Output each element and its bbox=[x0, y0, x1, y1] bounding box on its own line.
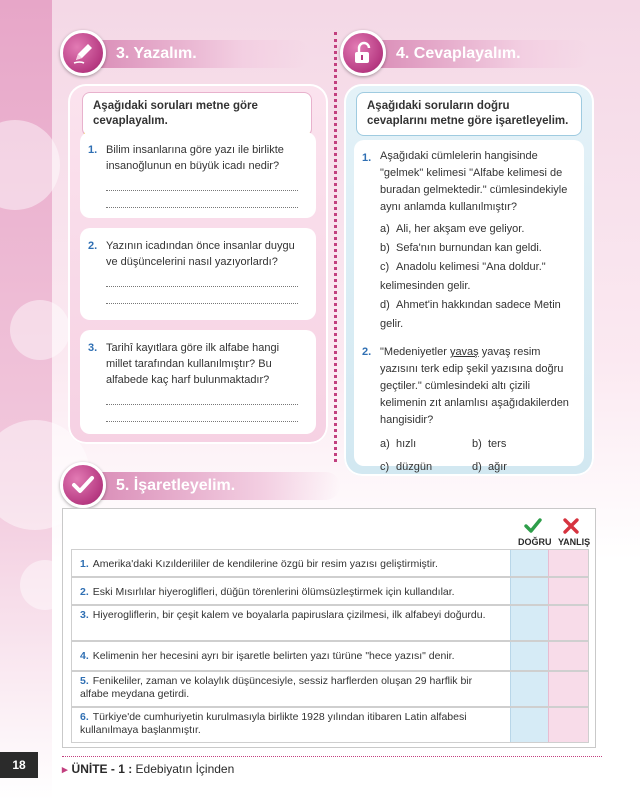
underlined-word: yavaş bbox=[449, 346, 479, 358]
checkmark-icon bbox=[60, 462, 106, 508]
option-d[interactable]: d) Ahmet'in hakkından sadece Metin gelir. bbox=[380, 299, 561, 330]
option-b[interactable]: b) Sefa'nın burnundan kan geldi. bbox=[380, 242, 542, 254]
table-row: 1. Amerika'daki Kızılderililer de kendilerine özgü bir resim yazısı geliştirmiştir. bbox=[71, 549, 589, 577]
question-text: Tarihî kayıtlara göre ilk alfabe hangi millet tarafından kullanılmıştır? Bu alfabede kaç harf bulunmaktadır? bbox=[106, 342, 280, 386]
question-number: 2. bbox=[88, 240, 98, 252]
answer-line[interactable] bbox=[106, 207, 298, 208]
true-false-table bbox=[62, 508, 596, 748]
question-text: Yazının icadından önce insanlar duygu ve düşüncelerini nasıl yazıyorlardı? bbox=[106, 240, 295, 268]
question-card-4 bbox=[354, 140, 584, 473]
page-number: 18 bbox=[0, 752, 38, 778]
answer-line[interactable] bbox=[106, 190, 298, 191]
table-row: 5. Fenikeliler, zaman ve kolaylık düşüncesiyle, sessiz harflerden oluşan 29 harflik bir alfabe meydana getirdi. bbox=[71, 671, 589, 707]
option-b[interactable]: b) ters bbox=[472, 438, 507, 450]
true-checkbox-cell[interactable] bbox=[510, 642, 548, 670]
true-checkbox-cell[interactable] bbox=[510, 606, 548, 640]
false-checkbox-cell[interactable] bbox=[548, 606, 588, 640]
pencil-icon bbox=[60, 30, 106, 76]
section-4-instruction: Aşağıdaki soruların doğru cevaplarını metne göre işaretleyelim. bbox=[356, 92, 582, 136]
option-a[interactable]: a) hızlı bbox=[380, 438, 417, 450]
table-row: 4. Kelimenin her hecesini ayrı bir işaretle belirten yazı türüne "hece yazısı" denir. bbox=[71, 641, 589, 671]
section-3-panel bbox=[68, 84, 328, 444]
section-4-panel bbox=[344, 84, 594, 476]
table-row: 6. Türkiye'de cumhuriyetin kurulmasıyla birlikte 1928 yılından itibaren Latin alfabesi kullanılmaya başlanmıştır. bbox=[71, 707, 589, 743]
question-card-3 bbox=[80, 330, 316, 434]
false-checkbox-cell[interactable] bbox=[548, 672, 588, 706]
section-3-header bbox=[60, 34, 310, 72]
section-4-header bbox=[340, 34, 590, 72]
question-number: 1. bbox=[88, 144, 98, 156]
question-text: Aşağıdaki cümlelerin hangisinde "gelmek" kelimesi "Alfabe kelimesi de buradan gelmektedir." cümlesindekiyle aynı anlamda kullanılmıştır? bbox=[380, 150, 568, 213]
table-row: 3. Hiyerogliflerin, bir çeşit kalem ve boyalarla papiruslara çizilmesi, ilk alfabeyi doğurdu. bbox=[71, 605, 589, 641]
section-5-title: 5. İşaretleyelim. bbox=[116, 477, 236, 494]
true-checkbox-cell[interactable] bbox=[510, 672, 548, 706]
option-d[interactable]: d) ağır bbox=[472, 461, 507, 473]
arrow-icon: ▸ bbox=[62, 764, 68, 776]
table-row: 2. Eski Mısırlılar hiyeroglifleri, düğün törenlerini ölümsüzleştirmek için kullandılar. bbox=[71, 577, 589, 605]
false-checkbox-cell[interactable] bbox=[548, 578, 588, 604]
false-checkbox-cell[interactable] bbox=[548, 550, 588, 576]
true-checkbox-cell[interactable] bbox=[510, 708, 548, 742]
wrong-cross-icon bbox=[562, 517, 580, 535]
question-card-1 bbox=[80, 132, 316, 218]
unit-label: ▸ ÜNİTE - 1 : Edebiyatın İçinden bbox=[62, 762, 235, 776]
column-divider bbox=[334, 32, 337, 462]
col-false-label: YANLIŞ bbox=[558, 537, 591, 547]
question-number: 2. bbox=[362, 346, 372, 358]
answer-line[interactable] bbox=[106, 404, 298, 405]
col-true-label: DOĞRU bbox=[518, 537, 552, 547]
option-a[interactable]: a) Ali, her akşam eve geliyor. bbox=[380, 223, 525, 235]
section-5-header bbox=[60, 466, 340, 504]
table-header bbox=[63, 509, 597, 549]
answer-line[interactable] bbox=[106, 303, 298, 304]
question-number: 1. bbox=[362, 152, 372, 164]
question-number: 3. bbox=[88, 342, 98, 354]
section-3-title: 3. Yazalım. bbox=[116, 45, 197, 62]
true-checkbox-cell[interactable] bbox=[510, 550, 548, 576]
false-checkbox-cell[interactable] bbox=[548, 642, 588, 670]
question-text: Bilim insanlarına göre yazı ile birlikte insanoğlunun en büyük icadı nedir? bbox=[106, 144, 284, 172]
true-checkbox-cell[interactable] bbox=[510, 578, 548, 604]
footer-divider bbox=[62, 756, 602, 757]
question-card-2 bbox=[80, 228, 316, 320]
question-text: "Medeniyetler yavaş yavaş resim yazısını terk edip şekil yazısına doğru geçtiler." cümlesindeki altı çizili kelimenin zıt anlamlısı aşağıdakilerden hangisidir? bbox=[380, 346, 569, 426]
section-3-instruction: Aşağıdaki soruları metne göre cevaplayalım. bbox=[82, 92, 312, 137]
padlock-open-icon bbox=[340, 30, 386, 76]
section-4-title: 4. Cevaplayalım. bbox=[396, 45, 521, 62]
option-c[interactable]: c) Anadolu kelimesi "Ana doldur." kelimesinden gelir. bbox=[380, 261, 546, 292]
decor-bubble bbox=[10, 300, 70, 360]
correct-check-icon bbox=[524, 517, 542, 535]
answer-line[interactable] bbox=[106, 421, 298, 422]
false-checkbox-cell[interactable] bbox=[548, 708, 588, 742]
answer-line[interactable] bbox=[106, 286, 298, 287]
option-c[interactable]: c) düzgün bbox=[380, 461, 433, 473]
